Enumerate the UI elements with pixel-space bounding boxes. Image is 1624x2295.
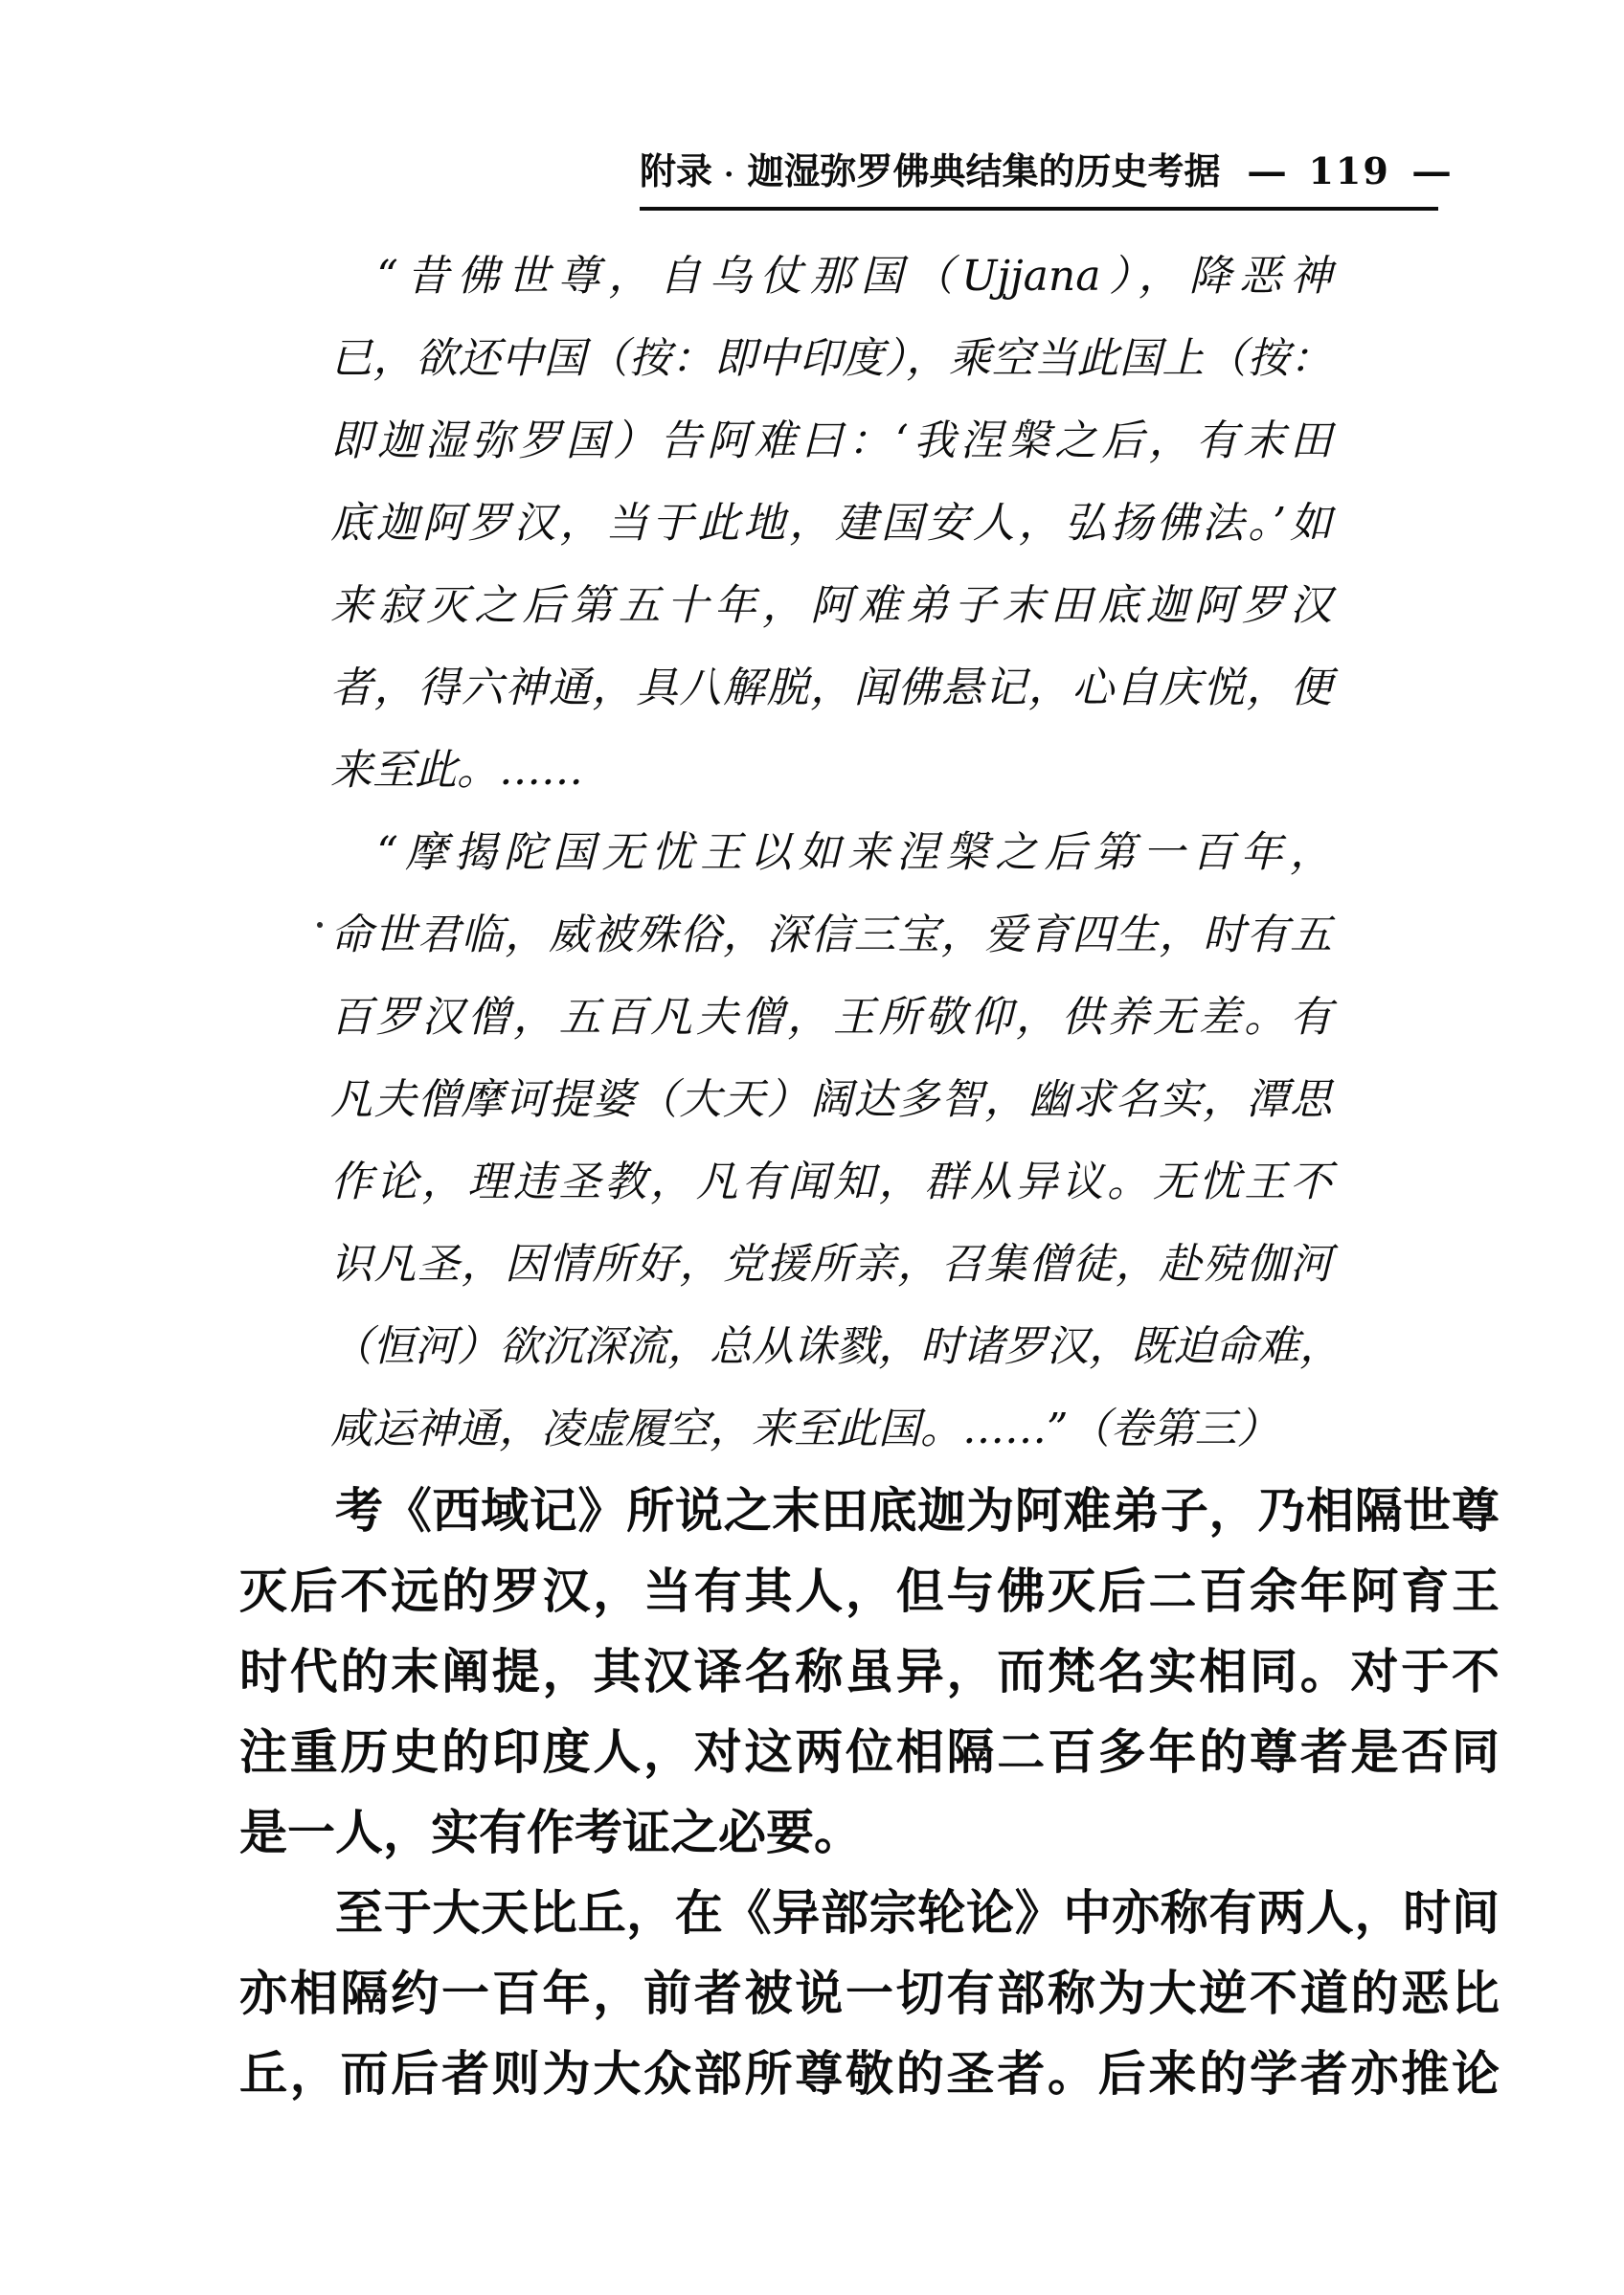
text-line: 作论，理违圣教，凡有闻知，群从异议。无忧王不 (330, 1158, 1332, 1206)
text-line: 凡夫僧摩诃提婆（大天）阔达多智，幽求名实，潭思 (330, 1075, 1332, 1124)
text-line: 者，得六神通，具八解脱，闻佛悬记，心自庆悦，便 (330, 664, 1332, 712)
text-line: 来寂灭之后第五十年，阿难弟子末田底迦阿罗汉 (330, 581, 1332, 630)
text-line: “摩揭陀国无忧王以如来涅槃之后第一百年， (376, 828, 1332, 877)
running-header-left (640, 142, 1220, 194)
text-line: 底迦阿罗汉，当于此地，建国安人，弘扬佛法。’如 (330, 499, 1332, 548)
page-number-marker (1247, 149, 1452, 192)
page-number: 119 (1308, 149, 1390, 192)
text-line: 至于大天比丘，在《异部宗轮论》中亦称有两人，时间 (335, 1884, 1500, 1941)
text-line: 时代的末阐提，其汉译名称虽异，而梵名实相同。对于不 (239, 1643, 1500, 1699)
ink-speck-artifact (317, 922, 323, 928)
text-body (0, 236, 1624, 2114)
chapter-title: 迦湿弥罗佛典结集的历史考据 (747, 149, 1221, 192)
section-label: 附录 (640, 149, 713, 192)
text-line: 命世君临，威被殊俗，深信三宝，爱育四生，时有五 (330, 911, 1332, 959)
text-line: 咸运神通，凌虚履空，来至此国。……”（卷第三） (330, 1405, 1279, 1453)
text-line: 亦相隔约一百年，前者被说一切有部称为大逆不道的恶比 (239, 1965, 1500, 2021)
text-line: 注重历史的印度人，对这两位相隔二百多年的尊者是否同 (239, 1723, 1500, 1780)
paragraph (239, 1471, 1500, 1873)
block-quote-paragraph (330, 812, 1342, 1471)
text-line: 是一人，实有作考证之必要。 (239, 1804, 862, 1860)
text-line: 考《西域记》所说之末田底迦为阿难弟子，乃相隔世尊 (335, 1482, 1500, 1539)
text-line: 丘，而后者则为大众部所尊敬的圣者。后来的学者亦推论 (239, 2045, 1500, 2102)
text-line: 百罗汉僧，五百凡夫僧，王所敬仰，供养无差。有 (330, 993, 1332, 1042)
block-quote-paragraph (330, 236, 1332, 812)
text-line: “昔佛世尊，自乌仗那国（Ujjana），降恶神 (376, 252, 1332, 301)
text-line: 灭后不远的罗汉，当有其人，但与佛灭后二百余年阿育王 (239, 1563, 1500, 1619)
text-line: 来至此。…… (330, 746, 583, 795)
text-line: （恒河）欲沉深流，总从诛戮，时诸罗汉，既迫命难， (330, 1322, 1342, 1371)
paragraph (239, 1873, 1500, 2114)
text-line: 已，欲还中国（按：即中印度），乘空当此国上（按： (330, 334, 1332, 383)
page-number-dash-left: — (1247, 149, 1288, 192)
running-header (640, 142, 1452, 211)
page-number-dash-right: — (1410, 149, 1452, 192)
text-line: 识凡圣，因情所好，党援所亲，召集僧徒，赴殑伽河 (330, 1240, 1332, 1289)
text-line: 即迦湿弥罗国）告阿难曰：‘我涅槃之后，有末田 (330, 416, 1332, 465)
separator-dot: · (724, 158, 734, 191)
